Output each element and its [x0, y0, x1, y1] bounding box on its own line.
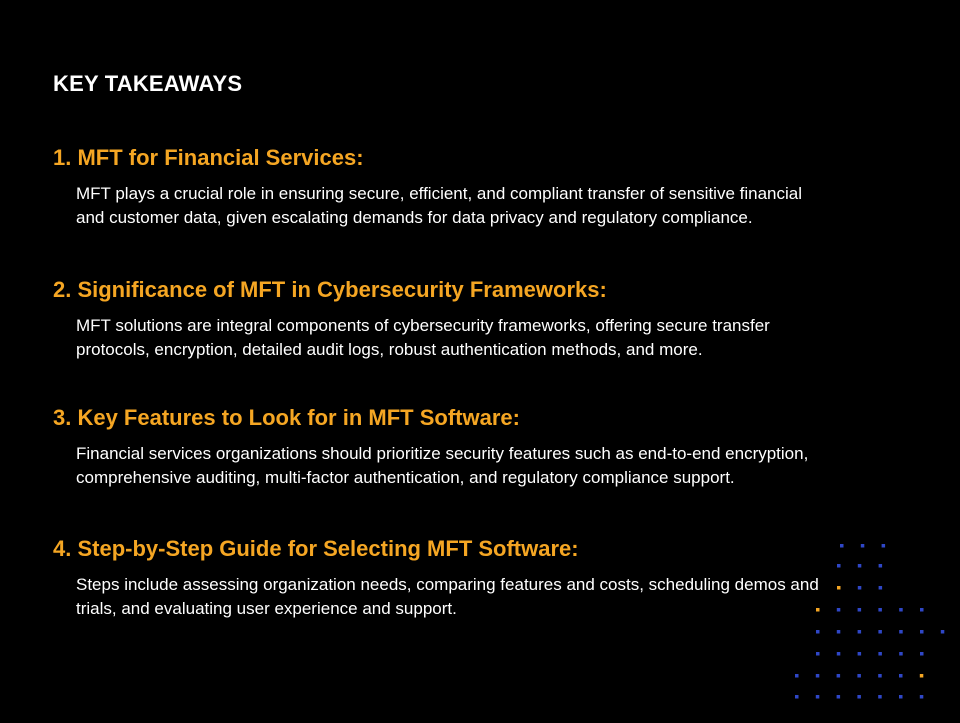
- decorative-dot: [857, 695, 861, 699]
- decorative-dot: [878, 674, 882, 678]
- decorative-dot: [941, 630, 945, 634]
- decorative-dot: [920, 608, 924, 612]
- takeaway-title: 3. Key Features to Look for in MFT Software:: [53, 405, 520, 430]
- takeaway-item: [53, 276, 843, 362]
- decorative-dot: [837, 674, 841, 678]
- decorative-dot: [837, 630, 841, 634]
- decorative-dot: [837, 695, 841, 699]
- takeaway-body: MFT plays a crucial role in ensuring secure, efficient, and compliant transfer of sensitive financial and customer data, given escalating demands for data privacy and regulatory compliance.: [76, 184, 802, 227]
- takeaway-body: Financial services organizations should prioritize security features such as end-to-end encryption, comprehensive auditing, multi-factor authentication, and regulatory compliance support.: [76, 444, 809, 487]
- decorative-dot: [879, 586, 883, 590]
- decorative-dot: [878, 608, 882, 612]
- decorative-dot: [816, 674, 820, 678]
- decorative-dot: [899, 674, 903, 678]
- decorative-dot: [858, 652, 862, 656]
- decorative-dot: [858, 586, 862, 590]
- decorative-dot: [795, 674, 799, 678]
- decorative-dot: [879, 564, 883, 568]
- decorative-dot: [920, 674, 924, 678]
- decorative-dot: [858, 608, 862, 612]
- decorative-dot: [920, 652, 924, 656]
- takeaway-title: 2. Significance of MFT in Cybersecurity Frameworks:: [53, 277, 607, 302]
- decorative-dot: [816, 630, 820, 634]
- takeaway-body: Steps include assessing organization needs, comparing features and costs, scheduling demos and trials, and evaluating user experience and support.: [76, 575, 819, 618]
- takeaway-item: [53, 404, 843, 490]
- decorative-dot: [878, 630, 882, 634]
- decorative-dot: [795, 695, 799, 699]
- decorative-dot: [861, 544, 865, 548]
- decorative-dot: [899, 652, 903, 656]
- decorative-dot: [920, 695, 924, 699]
- decorative-dot: [857, 674, 861, 678]
- takeaway-title: 1. MFT for Financial Services:: [53, 145, 364, 170]
- decorative-dot: [920, 630, 924, 634]
- decorative-dot: [816, 652, 820, 656]
- decorative-dot: [858, 630, 862, 634]
- decorative-dot: [899, 630, 903, 634]
- decorative-dot: [878, 695, 882, 699]
- decorative-dot: [878, 652, 882, 656]
- takeaway-title: 4. Step-by-Step Guide for Selecting MFT Software:: [53, 536, 579, 561]
- decorative-dot: [858, 564, 862, 568]
- decorative-dot: [882, 544, 886, 548]
- takeaway-item: [53, 535, 843, 621]
- section-heading: KEY TAKEAWAYS: [53, 71, 243, 96]
- takeaway-item: [53, 144, 843, 230]
- takeaway-body: MFT solutions are integral components of cybersecurity frameworks, offering secure transfer protocols, encryption, detailed audit logs, robust authentication methods, and more.: [76, 316, 770, 359]
- decorative-dot: [899, 608, 903, 612]
- decorative-dot: [816, 695, 820, 699]
- decorative-dot: [899, 695, 903, 699]
- decorative-dot: [837, 652, 841, 656]
